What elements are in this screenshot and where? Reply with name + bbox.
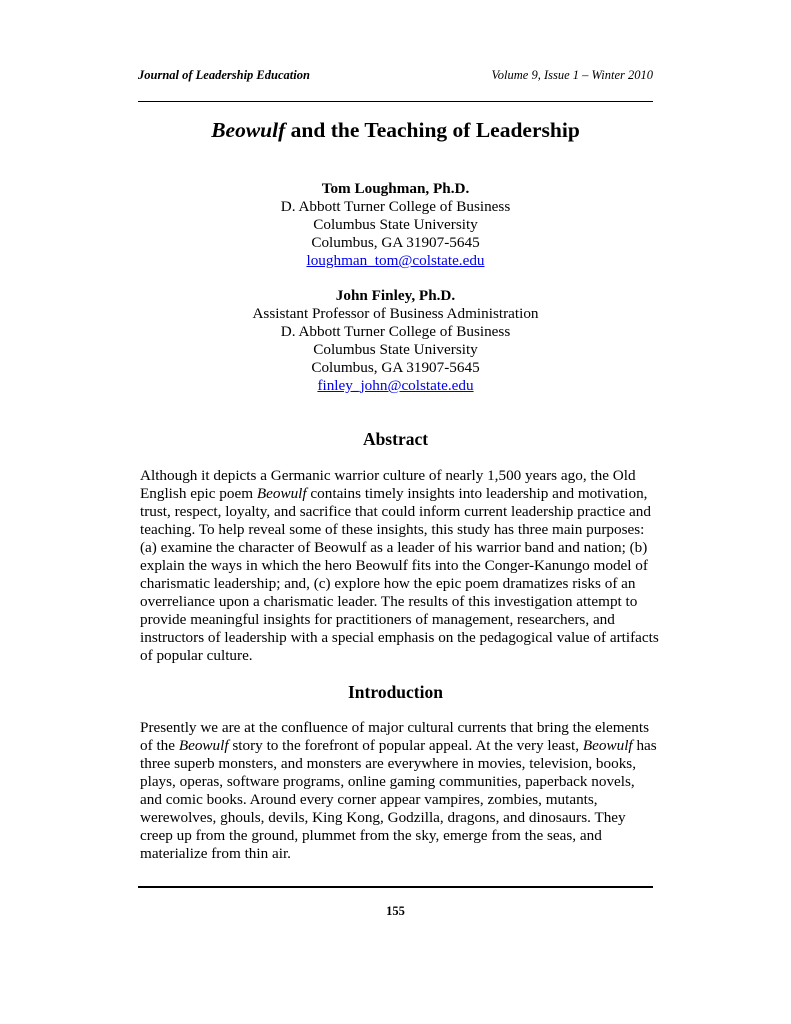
abstract-italic: Beowulf (256, 485, 307, 502)
author-email-link[interactable]: finley_john@colstate.edu (317, 377, 474, 394)
intro-text-part: has three superb monsters, and monsters are everywhere in movies, television, books, plays, operas, software programs, online gaming communities, paperback novels, and comic books. Around every corner appear vampires, zombies, mutants, werewolves, ghouls, devils, King Kong, Godzilla, dragons, and dinosaurs. They creep up from the ground, plummet from the sky, emerge from the seas, and materialize from thin air. (140, 737, 657, 862)
introduction-text (140, 719, 660, 863)
abstract-heading: Abstract (362, 429, 429, 449)
page-number: 155 (386, 904, 405, 918)
author-email-link[interactable]: loughman_tom@colstate.edu (306, 252, 485, 269)
abstract-text (140, 467, 660, 665)
introduction-heading: Introduction (348, 682, 443, 702)
title-italic: Beowulf (211, 118, 286, 142)
author-2 (0, 287, 791, 395)
author-college: D. Abbott Turner College of Business (280, 323, 511, 340)
paper-title (0, 118, 791, 143)
author-university: Columbus State University (313, 341, 478, 358)
author-address: Columbus, GA 31907-5645 (311, 359, 480, 376)
abstract-text-part: contains timely insights into leadership and motivation, trust, respect, loyalty, and sacrifice that could inform current leadership practice and teaching. To help reveal some of these insights, this study has three main purposes: (a) examine the character of Beowulf as a leader of his warrior band and nation; (b) explain the ways in which the hero Beowulf fits into the Conger-Kanungo model of charismatic leadership; and, (c) explore how the epic poem dramatizes risks of an overreliance upon a charismatic leader. The results of this investigation attempt to provide meaningful insights for practitioners of management, researchers, and instructors of leadership with a special emphasis on the pedagogical value of artifacts of popular culture. (140, 485, 659, 664)
intro-text-part: Presently we are at the confluence of major cultural currents that bring the elements of the (140, 719, 650, 754)
author-name: Tom Loughman, Ph.D. (321, 180, 470, 197)
author-college: D. Abbott Turner College of Business (280, 198, 511, 215)
author-position: Assistant Professor of Business Administration (252, 305, 539, 322)
title-rest: and the Teaching of Leadership (285, 118, 580, 142)
journal-name: Journal of Leadership Education (138, 68, 310, 82)
intro-italic: Beowulf (582, 737, 633, 754)
header-rule (138, 101, 653, 102)
author-address: Columbus, GA 31907-5645 (311, 234, 480, 251)
author-1 (0, 180, 791, 270)
author-name: John Finley, Ph.D. (335, 287, 456, 304)
intro-italic: Beowulf (178, 737, 229, 754)
running-header (138, 68, 653, 83)
volume-info: Volume 9, Issue 1 – Winter 2010 (491, 68, 653, 82)
intro-text-part: story to the forefront of popular appeal. At the very least, (228, 737, 583, 754)
footer-rule (138, 886, 653, 888)
abstract-text-part: Although it depicts a Germanic warrior culture of nearly 1,500 years ago, the Old English epic poem (140, 467, 636, 502)
author-university: Columbus State University (313, 216, 478, 233)
